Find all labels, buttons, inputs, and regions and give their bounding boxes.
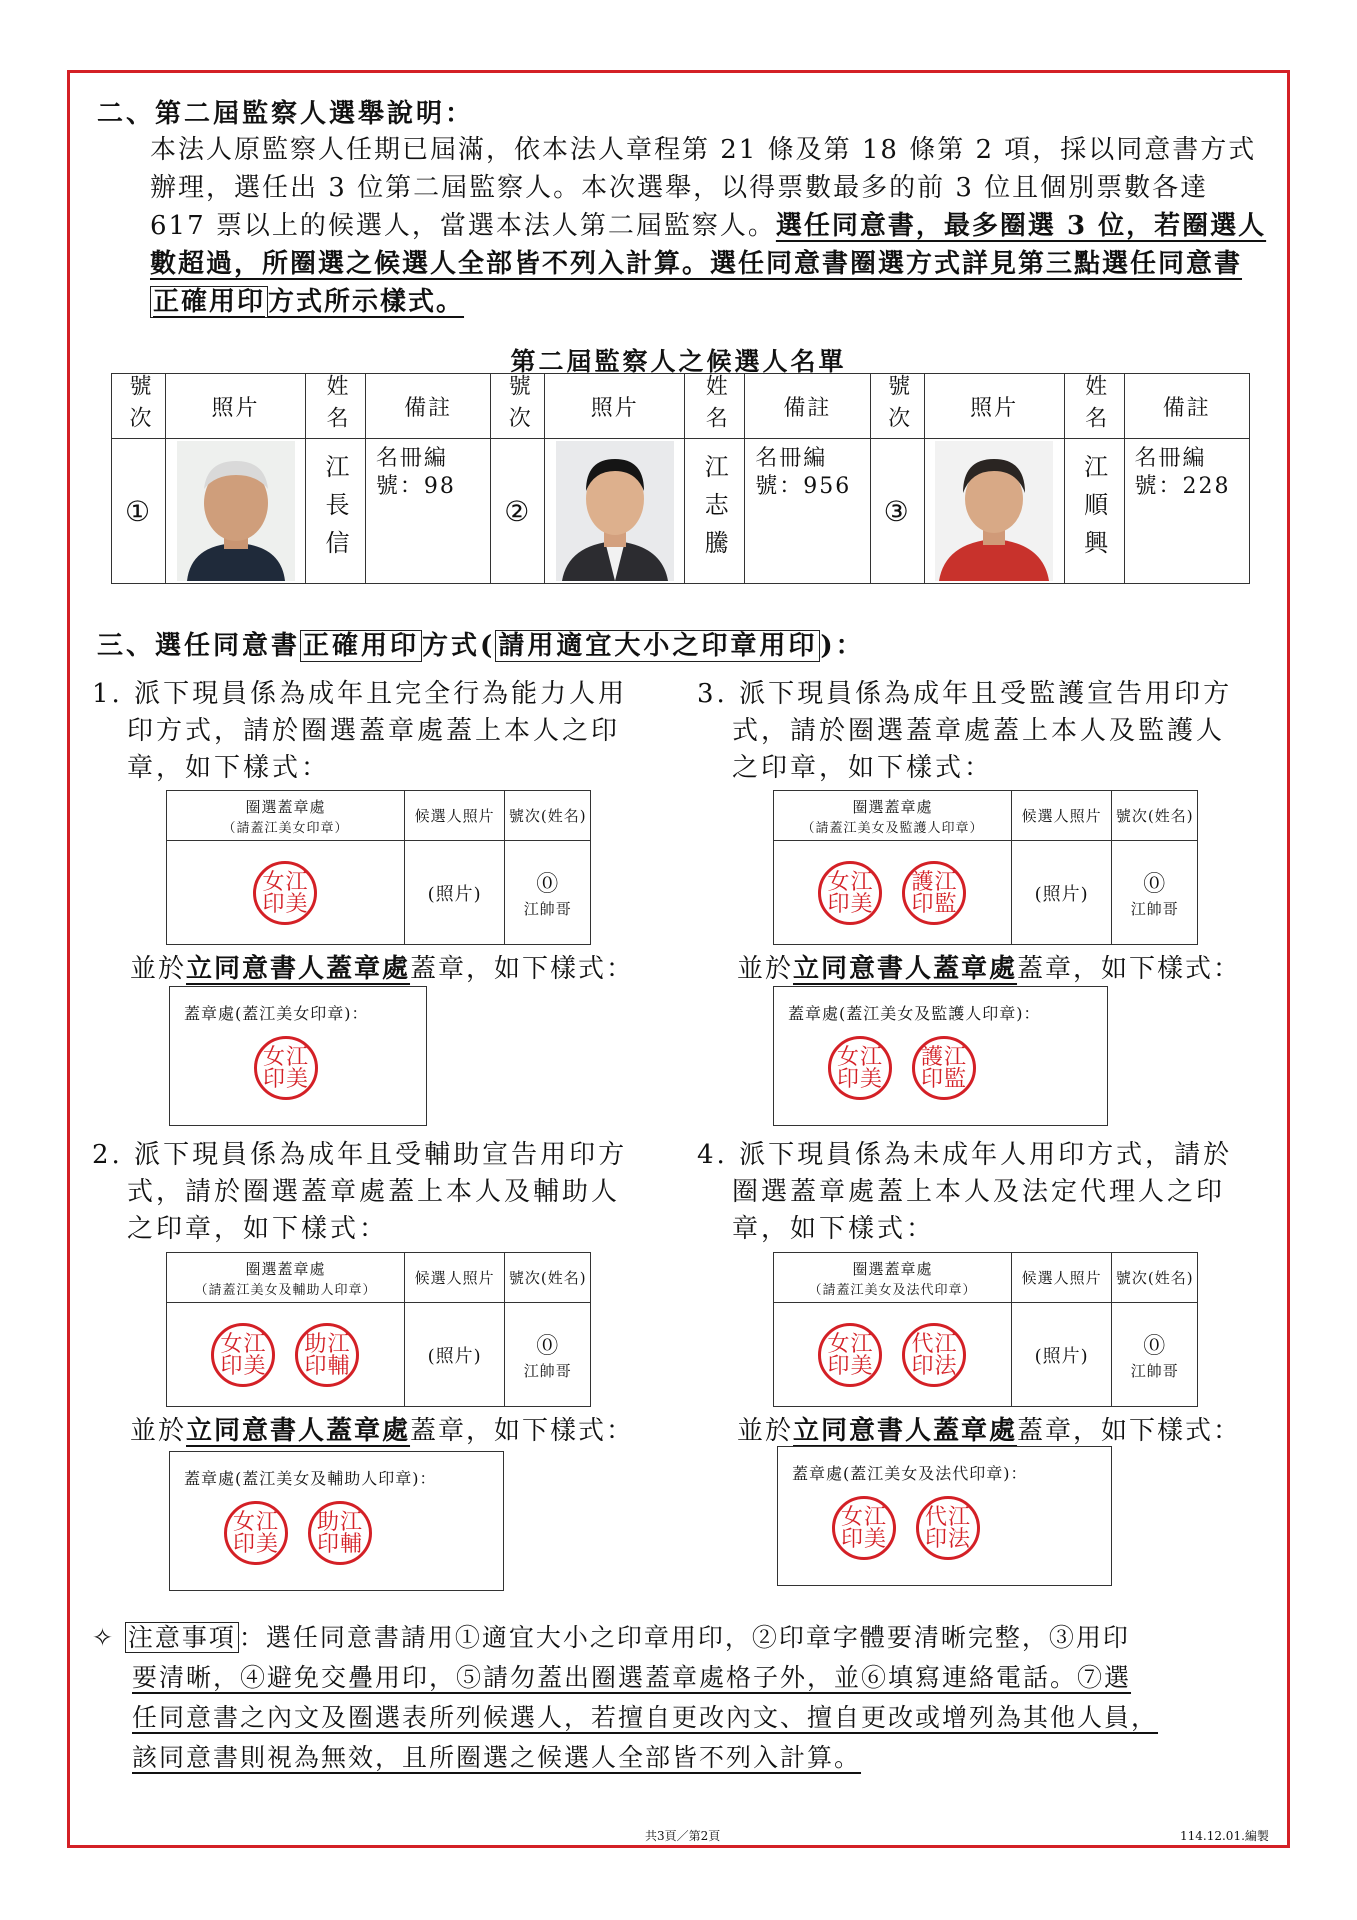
item-4-text: 4. 派下現員係為未成年人用印方式，請於 圈選蓋章處蓋上本人及法定代理人之印 章，如下樣式： — [697, 1140, 1233, 1244]
seal-stamp: 女江 印美 — [818, 861, 882, 925]
seal-stamp: 護江 印監 — [912, 1036, 976, 1100]
section3-heading: 三、選任同意書 正確用印 方式( 請用適宜大小之印章用印 )： — [97, 631, 865, 661]
candidate-table: 號次 照片 姓名 備註 號次 照片 姓名 備註 號次 照片 姓名 備註 ① 江長信 名冊編號：98 ② 江志騰 名冊編號：956 ③ 江順興 名冊編號：228 — [111, 373, 1250, 584]
seal-stamp: 女江 印美 — [254, 1036, 318, 1100]
candidate-photo — [935, 441, 1053, 581]
item-1-sample-table: 圈選蓋章處 （請蓋江美女印章） 候選人照片 號次(姓名) 女江 印美 (照片) ⓪ 江帥哥 — [166, 790, 591, 945]
item-3-sample-table: 圈選蓋章處 （請蓋江美女及監護人印章） 候選人照片 號次(姓名) 女江 印美 護江 印監 (照片) ⓪ 江帥哥 — [773, 790, 1198, 945]
item-3-stamp-box: 蓋章處(蓋江美女及監護人印章)： 女江 印美 護江 印監 — [773, 986, 1108, 1126]
candidate-number: ③ — [870, 439, 924, 584]
item-1-stamp-box: 蓋章處(蓋江美女印章)： 女江 印美 — [169, 986, 427, 1126]
notice: ✧ 注意事項 ：選任同意書請用①適宜大小之印章用印，②印章字體要清晰完整，③用印 要清晰，④避免交疊用印，⑤請勿蓋出圈選蓋章處格子外，並⑥填寫連絡電話。⑦選 任同意書之內文及圈選表所列候選人，若擅自更改內文、擅自更改或增列為其他人員， 該同意書則視為無效，且所圈選之候選人全部皆不列入計算。 — [92, 1623, 1159, 1772]
candidate-photo — [556, 441, 674, 581]
seal-stamp: 女江 印美 — [224, 1501, 288, 1565]
seal-stamp: 護江 印監 — [902, 861, 966, 925]
item-4-stamp-box: 蓋章處(蓋江美女及法代印章)： 女江 印美 代江 印法 — [777, 1446, 1112, 1586]
seal-stamp: 女江 印美 — [818, 1323, 882, 1387]
item-3-also: 並於立同意書人蓋章處蓋章，如下樣式： — [737, 954, 1242, 984]
item-2-sample-table: 圈選蓋章處 （請蓋江美女及輔助人印章） 候選人照片 號次(姓名) 女江 印美 助江 印輔 (照片) ⓪ 江帥哥 — [166, 1252, 591, 1407]
candidate-number: ② — [491, 439, 545, 584]
seal-stamp: 助江 印輔 — [308, 1501, 372, 1565]
section2-heading: 二、第二屆監察人選舉說明： — [97, 99, 475, 129]
item-3-text: 3. 派下現員係為成年且受監護宣告用印方 式，請於圈選蓋章處蓋上本人及監護人 之印章，如下樣式： — [697, 679, 1233, 783]
item-2-stamp-box: 蓋章處(蓋江美女及輔助人印章)： 女江 印美 助江 印輔 — [169, 1451, 504, 1591]
seal-stamp: 女江 印美 — [828, 1036, 892, 1100]
item-1-text: 1. 派下現員係為成年且完全行為能力人用 印方式，請於圈選蓋章處蓋上本人之印 章，如下樣式： — [92, 679, 628, 783]
sparkle-icon: ✧ — [92, 1623, 115, 1652]
item-2-text: 2. 派下現員係為成年且受輔助宣告用印方 式，請於圈選蓋章處蓋上本人及輔助人 之印章，如下樣式： — [92, 1140, 628, 1244]
seal-stamp: 女江 印美 — [832, 1496, 896, 1560]
compile-date: 114.12.01.編製 — [1180, 1829, 1269, 1843]
seal-stamp: 代江 印法 — [916, 1496, 980, 1560]
item-2-also: 並於立同意書人蓋章處蓋章，如下樣式： — [130, 1416, 635, 1446]
candidate-number: ① — [112, 439, 166, 584]
section2-paragraph: 本法人原監察人任期已屆滿，依本法人章程第 21 條及第 18 條第 2 項，採以同意書方式辦理，選任出 3 位第二屆監察人。本次選舉，以得票數最多的前 3 位且個別票數各達 617 票以上的候選人，當選本法人第二屆監察人。選任同意書，最多圈選 3 位，若圈選人數超過，所圈選之候選人全部皆不列入計算。選任同意書圈選方式詳見第三點選任同意書正確用印 方式所示樣式。 — [150, 135, 1267, 317]
item-4-also: 並於立同意書人蓋章處蓋章，如下樣式： — [737, 1416, 1242, 1446]
table-title: 第二屆監察人之候選人名單 — [510, 347, 847, 376]
item-1-also: 並於立同意書人蓋章處蓋章，如下樣式： — [130, 954, 635, 984]
page-number: 共3頁／第2頁 — [645, 1829, 721, 1843]
seal-stamp: 代江 印法 — [902, 1323, 966, 1387]
seal-stamp: 助江 印輔 — [295, 1323, 359, 1387]
candidate-photo — [177, 441, 295, 581]
seal-stamp: 女江 印美 — [211, 1323, 275, 1387]
item-4-sample-table: 圈選蓋章處 （請蓋江美女及法代印章） 候選人照片 號次(姓名) 女江 印美 代江 印法 (照片) ⓪ 江帥哥 — [773, 1252, 1198, 1407]
seal-stamp: 女江 印美 — [253, 861, 317, 925]
